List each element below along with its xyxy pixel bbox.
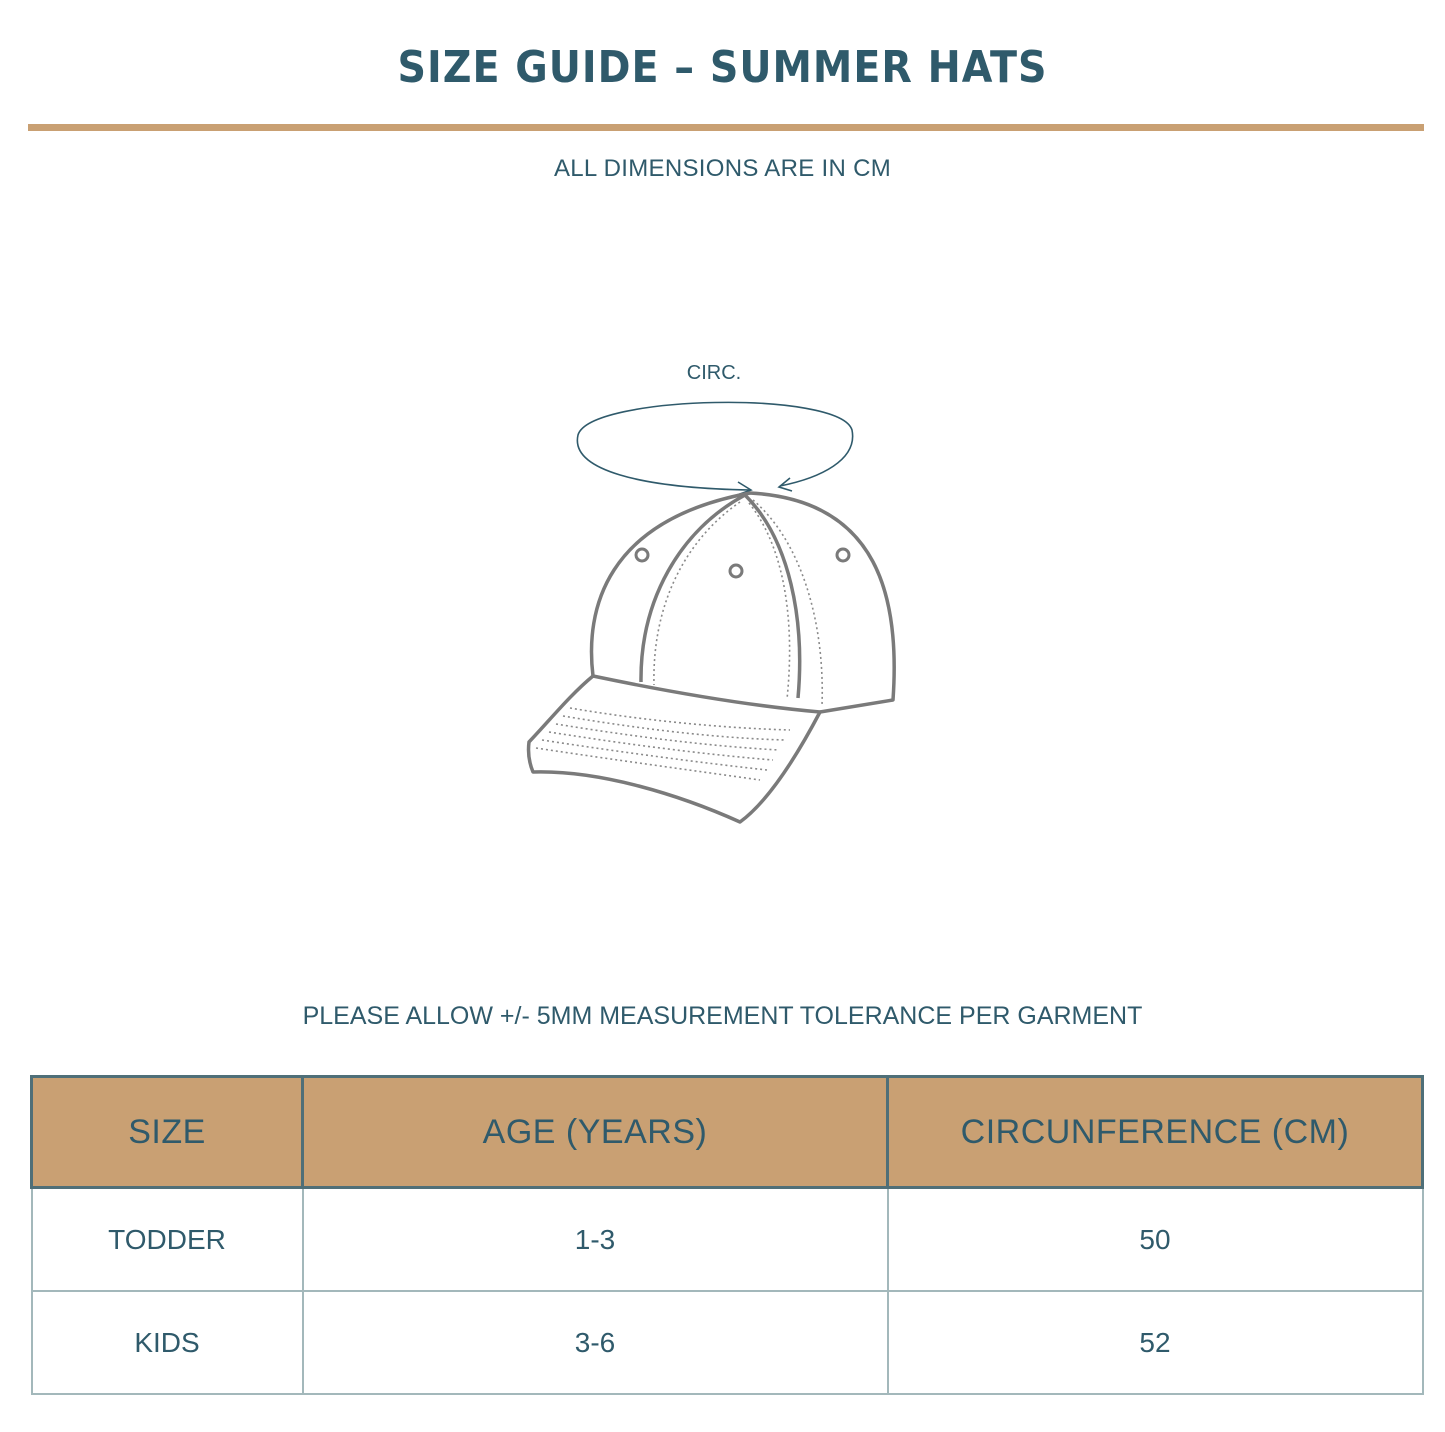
cell-circumference: 50 — [888, 1188, 1423, 1292]
table-row — [32, 1188, 1423, 1292]
cell-size: TODDER — [32, 1188, 303, 1292]
cell-age: 3-6 — [303, 1291, 888, 1394]
header-age: AGE (YEARS) — [303, 1077, 888, 1188]
cell-age: 1-3 — [303, 1188, 888, 1292]
cell-size: KIDS — [32, 1291, 303, 1394]
units-note: ALL DIMENSIONS ARE IN CM — [553, 155, 892, 182]
header-circumference: CIRCUNFERENCE (CM) — [888, 1077, 1423, 1188]
size-table — [30, 1075, 1424, 1395]
header-size: SIZE — [32, 1077, 303, 1188]
table-row — [32, 1291, 1423, 1394]
page-title: SIZE GUIDE – SUMMER HATS — [397, 42, 1048, 93]
header-divider — [28, 124, 1424, 131]
table-header-row — [32, 1077, 1423, 1188]
cell-circumference: 52 — [888, 1291, 1423, 1394]
tolerance-note: PLEASE ALLOW +/- 5MM MEASUREMENT TOLERANCE PER GARMENT — [302, 1002, 1143, 1030]
baseball-cap-icon — [520, 355, 920, 835]
circumference-label: CIRC. — [686, 362, 742, 384]
